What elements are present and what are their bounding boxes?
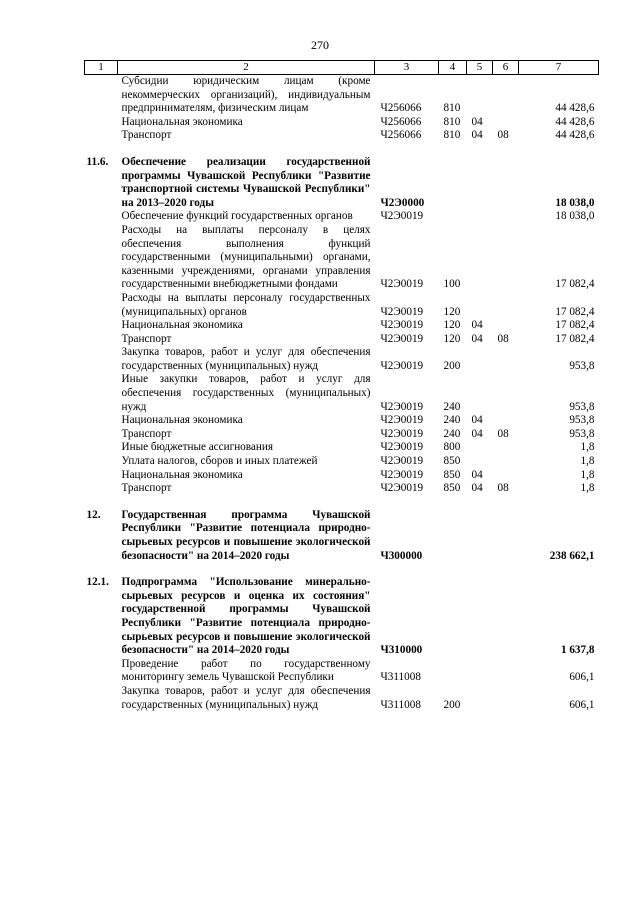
row-subsection: 08 bbox=[497, 129, 509, 142]
row-amount: 606,1 bbox=[569, 698, 595, 711]
row-expense-type: 850 bbox=[443, 482, 461, 495]
row-number bbox=[85, 441, 118, 455]
row-name: Транспорт bbox=[121, 427, 172, 440]
row-section: 04 bbox=[471, 115, 483, 128]
row-section: 04 bbox=[471, 319, 483, 332]
row-subsection bbox=[493, 224, 519, 292]
row-section bbox=[467, 509, 493, 563]
row-amount: 953,8 bbox=[569, 427, 595, 440]
row-code: Ч2Э0019 bbox=[380, 414, 424, 427]
row-subsection bbox=[493, 414, 519, 428]
row-subsection: 08 bbox=[497, 482, 509, 495]
row-code: Ч2Э0019 bbox=[380, 427, 424, 440]
row-section bbox=[467, 346, 493, 373]
row-number: 11.6. bbox=[86, 155, 109, 168]
row-code: Ч311008 bbox=[380, 671, 421, 684]
row-code: Ч2Э0000 bbox=[380, 196, 425, 209]
table-row bbox=[85, 75, 599, 116]
row-number bbox=[85, 210, 118, 224]
row-section bbox=[467, 75, 493, 116]
row-subsection bbox=[493, 373, 519, 414]
row-amount: 1,8 bbox=[580, 482, 595, 495]
table-row bbox=[85, 441, 599, 455]
table-row bbox=[85, 346, 599, 373]
row-section bbox=[467, 658, 493, 685]
row-name: Государственная программа Чувашской Республики "Развитие потенциала природно-сырьевых ресурсов и повышение экологической безопасности" на 2014–2020 годы bbox=[121, 508, 371, 562]
spacer-cell bbox=[85, 563, 599, 576]
row-section bbox=[467, 224, 493, 292]
row-amount: 953,8 bbox=[569, 400, 595, 413]
header-col-1: 1 bbox=[85, 61, 118, 75]
row-name: Национальная экономика bbox=[121, 319, 243, 332]
table-row bbox=[85, 156, 599, 210]
header-col-5: 5 bbox=[467, 61, 493, 75]
row-name: Уплата налогов, сборов и иных платежей bbox=[121, 455, 318, 468]
row-code: Ч2Э0019 bbox=[380, 319, 424, 332]
row-code: Ч2Э0019 bbox=[380, 305, 424, 318]
row-expense-type bbox=[439, 576, 467, 658]
row-number bbox=[85, 428, 118, 442]
table-row bbox=[85, 319, 599, 333]
row-code: Ч2Э0019 bbox=[380, 359, 424, 372]
row-name: Проведение работ по государственному мониторингу земель Чувашской Республики bbox=[121, 657, 371, 684]
row-number bbox=[85, 333, 118, 347]
table-row bbox=[85, 116, 599, 130]
row-name: Субсидии юридическим лицам (кроме некоммерческих организаций), индивидуальным предпринимателям, физическим лицам bbox=[121, 75, 371, 115]
row-code: Ч311008 bbox=[380, 698, 421, 711]
table-row bbox=[85, 509, 599, 563]
row-name: Национальная экономика bbox=[121, 115, 243, 128]
row-code: Ч2Э0019 bbox=[380, 278, 424, 291]
row-expense-type: 200 bbox=[443, 359, 461, 372]
table-row bbox=[85, 414, 599, 428]
table-row bbox=[85, 373, 599, 414]
row-number bbox=[85, 455, 118, 469]
row-code: Ч2Э0019 bbox=[380, 332, 424, 345]
row-number: 12. bbox=[86, 508, 101, 521]
header-col-3: 3 bbox=[375, 61, 439, 75]
row-name: Иные закупки товаров, работ и услуг для обеспечения государственных (муниципальных) нужд bbox=[121, 373, 371, 413]
row-subsection bbox=[493, 469, 519, 483]
row-subsection bbox=[493, 75, 519, 116]
row-expense-type: 810 bbox=[443, 115, 461, 128]
row-name: Расходы на выплаты персоналу в целях обеспечения выполнения функций государственными (муниципальными) органами, казенными учреждениями, органами управления государственными внебюджетными фондами bbox=[121, 223, 371, 291]
row-amount: 17 082,4 bbox=[555, 332, 595, 345]
row-subsection bbox=[493, 658, 519, 685]
row-amount: 606,1 bbox=[569, 671, 595, 684]
row-name: Закупка товаров, работ и услуг для обеспечения государственных (муниципальных) нужд bbox=[121, 684, 371, 711]
row-expense-type: 120 bbox=[443, 332, 461, 345]
row-expense-type bbox=[439, 210, 467, 224]
row-subsection bbox=[493, 441, 519, 455]
row-subsection bbox=[493, 455, 519, 469]
row-name: Национальная экономика bbox=[121, 468, 243, 481]
row-section bbox=[467, 441, 493, 455]
row-amount: 17 082,4 bbox=[555, 319, 595, 332]
row-expense-type bbox=[439, 509, 467, 563]
table-row bbox=[85, 576, 599, 658]
row-expense-type: 120 bbox=[443, 305, 461, 318]
row-subsection bbox=[493, 685, 519, 712]
header-col-6: 6 bbox=[493, 61, 519, 75]
row-code: Ч256066 bbox=[380, 102, 422, 115]
row-section bbox=[467, 685, 493, 712]
row-amount: 17 082,4 bbox=[555, 278, 595, 291]
row-number bbox=[85, 658, 118, 685]
row-amount: 44 428,6 bbox=[555, 129, 595, 142]
row-expense-type: 100 bbox=[443, 278, 461, 291]
row-code: Ч256066 bbox=[380, 115, 422, 128]
row-amount: 953,8 bbox=[569, 414, 595, 427]
row-code: Ч2Э0019 bbox=[380, 482, 424, 495]
row-name: Обеспечение функций государственных органов bbox=[121, 210, 353, 223]
table-row bbox=[85, 685, 599, 712]
row-expense-type: 850 bbox=[443, 455, 461, 468]
row-code: Ч256066 bbox=[380, 129, 422, 142]
row-expense-type: 200 bbox=[443, 698, 461, 711]
row-amount: 44 428,6 bbox=[555, 115, 595, 128]
row-subsection bbox=[493, 292, 519, 319]
row-name: Национальная экономика bbox=[121, 414, 243, 427]
row-name: Транспорт bbox=[121, 482, 172, 495]
row-number bbox=[85, 414, 118, 428]
row-subsection bbox=[493, 210, 519, 224]
row-section: 04 bbox=[471, 468, 483, 481]
row-number bbox=[85, 373, 118, 414]
row-code: Ч2Э0019 bbox=[380, 468, 424, 481]
spacer-row bbox=[85, 143, 599, 156]
row-expense-type: 240 bbox=[443, 414, 461, 427]
header-col-4: 4 bbox=[439, 61, 467, 75]
row-amount: 18 038,0 bbox=[555, 210, 595, 223]
row-code: Ч2Э0019 bbox=[380, 210, 424, 223]
row-amount: 1,8 bbox=[580, 455, 595, 468]
table-header-row bbox=[85, 61, 599, 75]
row-section bbox=[467, 210, 493, 224]
row-number bbox=[85, 482, 118, 496]
table-row bbox=[85, 482, 599, 496]
row-expense-type: 810 bbox=[443, 129, 461, 142]
row-section: 04 bbox=[471, 427, 483, 440]
row-amount: 44 428,6 bbox=[555, 102, 595, 115]
table-row bbox=[85, 292, 599, 319]
table-row bbox=[85, 455, 599, 469]
row-amount: 238 662,1 bbox=[549, 549, 595, 562]
header-col-2: 2 bbox=[118, 61, 375, 75]
row-section bbox=[467, 156, 493, 210]
row-subsection bbox=[493, 346, 519, 373]
row-number bbox=[85, 292, 118, 319]
row-subsection bbox=[493, 576, 519, 658]
page-number: 270 bbox=[311, 38, 329, 52]
row-expense-type: 240 bbox=[443, 427, 461, 440]
row-subsection bbox=[493, 156, 519, 210]
row-name: Иные бюджетные ассигнования bbox=[121, 441, 273, 454]
row-subsection: 08 bbox=[497, 427, 509, 440]
table-row bbox=[85, 469, 599, 483]
row-section bbox=[467, 373, 493, 414]
row-number bbox=[85, 116, 118, 130]
row-number bbox=[85, 346, 118, 373]
row-section: 04 bbox=[471, 332, 483, 345]
row-amount: 1,8 bbox=[580, 441, 595, 454]
row-name: Транспорт bbox=[121, 129, 172, 142]
row-number bbox=[85, 129, 118, 143]
spacer-row bbox=[85, 496, 599, 509]
row-subsection bbox=[493, 116, 519, 130]
row-expense-type: 810 bbox=[443, 102, 461, 115]
row-code: Ч300000 bbox=[380, 549, 423, 562]
row-amount: 953,8 bbox=[569, 359, 595, 372]
row-section: 04 bbox=[471, 129, 483, 142]
row-number bbox=[85, 469, 118, 483]
row-section bbox=[467, 455, 493, 469]
table-row bbox=[85, 224, 599, 292]
table-row bbox=[85, 210, 599, 224]
row-section bbox=[467, 292, 493, 319]
table-body bbox=[85, 75, 599, 713]
row-expense-type: 240 bbox=[443, 400, 461, 413]
row-code: Ч2Э0019 bbox=[380, 455, 424, 468]
row-name: Транспорт bbox=[121, 332, 172, 345]
row-name: Расходы на выплаты персоналу государственных (муниципальных) органов bbox=[121, 291, 371, 318]
row-number bbox=[85, 224, 118, 292]
row-name: Подпрограмма "Использование минерально-сырьевых ресурсов и оценка их состояния" государственной программы Чувашской Республики "Развитие потенциала природно-сырьевых ресурсов и повышение экологической безопасности" на 2014–2020 годы bbox=[121, 576, 371, 657]
row-section bbox=[467, 576, 493, 658]
row-subsection bbox=[493, 319, 519, 333]
row-number: 12.1. bbox=[86, 576, 109, 589]
row-expense-type bbox=[439, 658, 467, 685]
row-name: Закупка товаров, работ и услуг для обеспечения государственных (муниципальных) нужд bbox=[121, 346, 371, 372]
row-amount: 18 038,0 bbox=[555, 196, 595, 209]
row-subsection: 08 bbox=[497, 332, 509, 345]
row-code: Ч310000 bbox=[380, 644, 423, 657]
table-row bbox=[85, 428, 599, 442]
row-expense-type: 850 bbox=[443, 468, 461, 481]
row-name: Обеспечение реализации государственной программы Чувашской Республики "Развитие транспортной системы Чувашской Республики" на 2013–2020 годы bbox=[121, 155, 371, 209]
row-section: 04 bbox=[471, 482, 483, 495]
row-number bbox=[85, 319, 118, 333]
budget-table bbox=[84, 60, 599, 712]
row-amount: 17 082,4 bbox=[555, 305, 595, 318]
row-amount: 1 637,8 bbox=[560, 644, 595, 657]
header-col-7: 7 bbox=[519, 61, 599, 75]
spacer-cell bbox=[85, 143, 599, 156]
row-amount: 1,8 bbox=[580, 468, 595, 481]
table-row bbox=[85, 129, 599, 143]
row-code: Ч2Э0019 bbox=[380, 441, 424, 454]
row-code: Ч2Э0019 bbox=[380, 400, 424, 413]
spacer-cell bbox=[85, 496, 599, 509]
row-number bbox=[85, 685, 118, 712]
row-number bbox=[85, 75, 118, 116]
row-expense-type: 120 bbox=[443, 319, 461, 332]
row-section: 04 bbox=[471, 414, 483, 427]
row-subsection bbox=[493, 509, 519, 563]
table-row bbox=[85, 658, 599, 685]
row-expense-type: 800 bbox=[443, 441, 461, 454]
row-expense-type bbox=[439, 156, 467, 210]
spacer-row bbox=[85, 563, 599, 576]
table-row bbox=[85, 333, 599, 347]
